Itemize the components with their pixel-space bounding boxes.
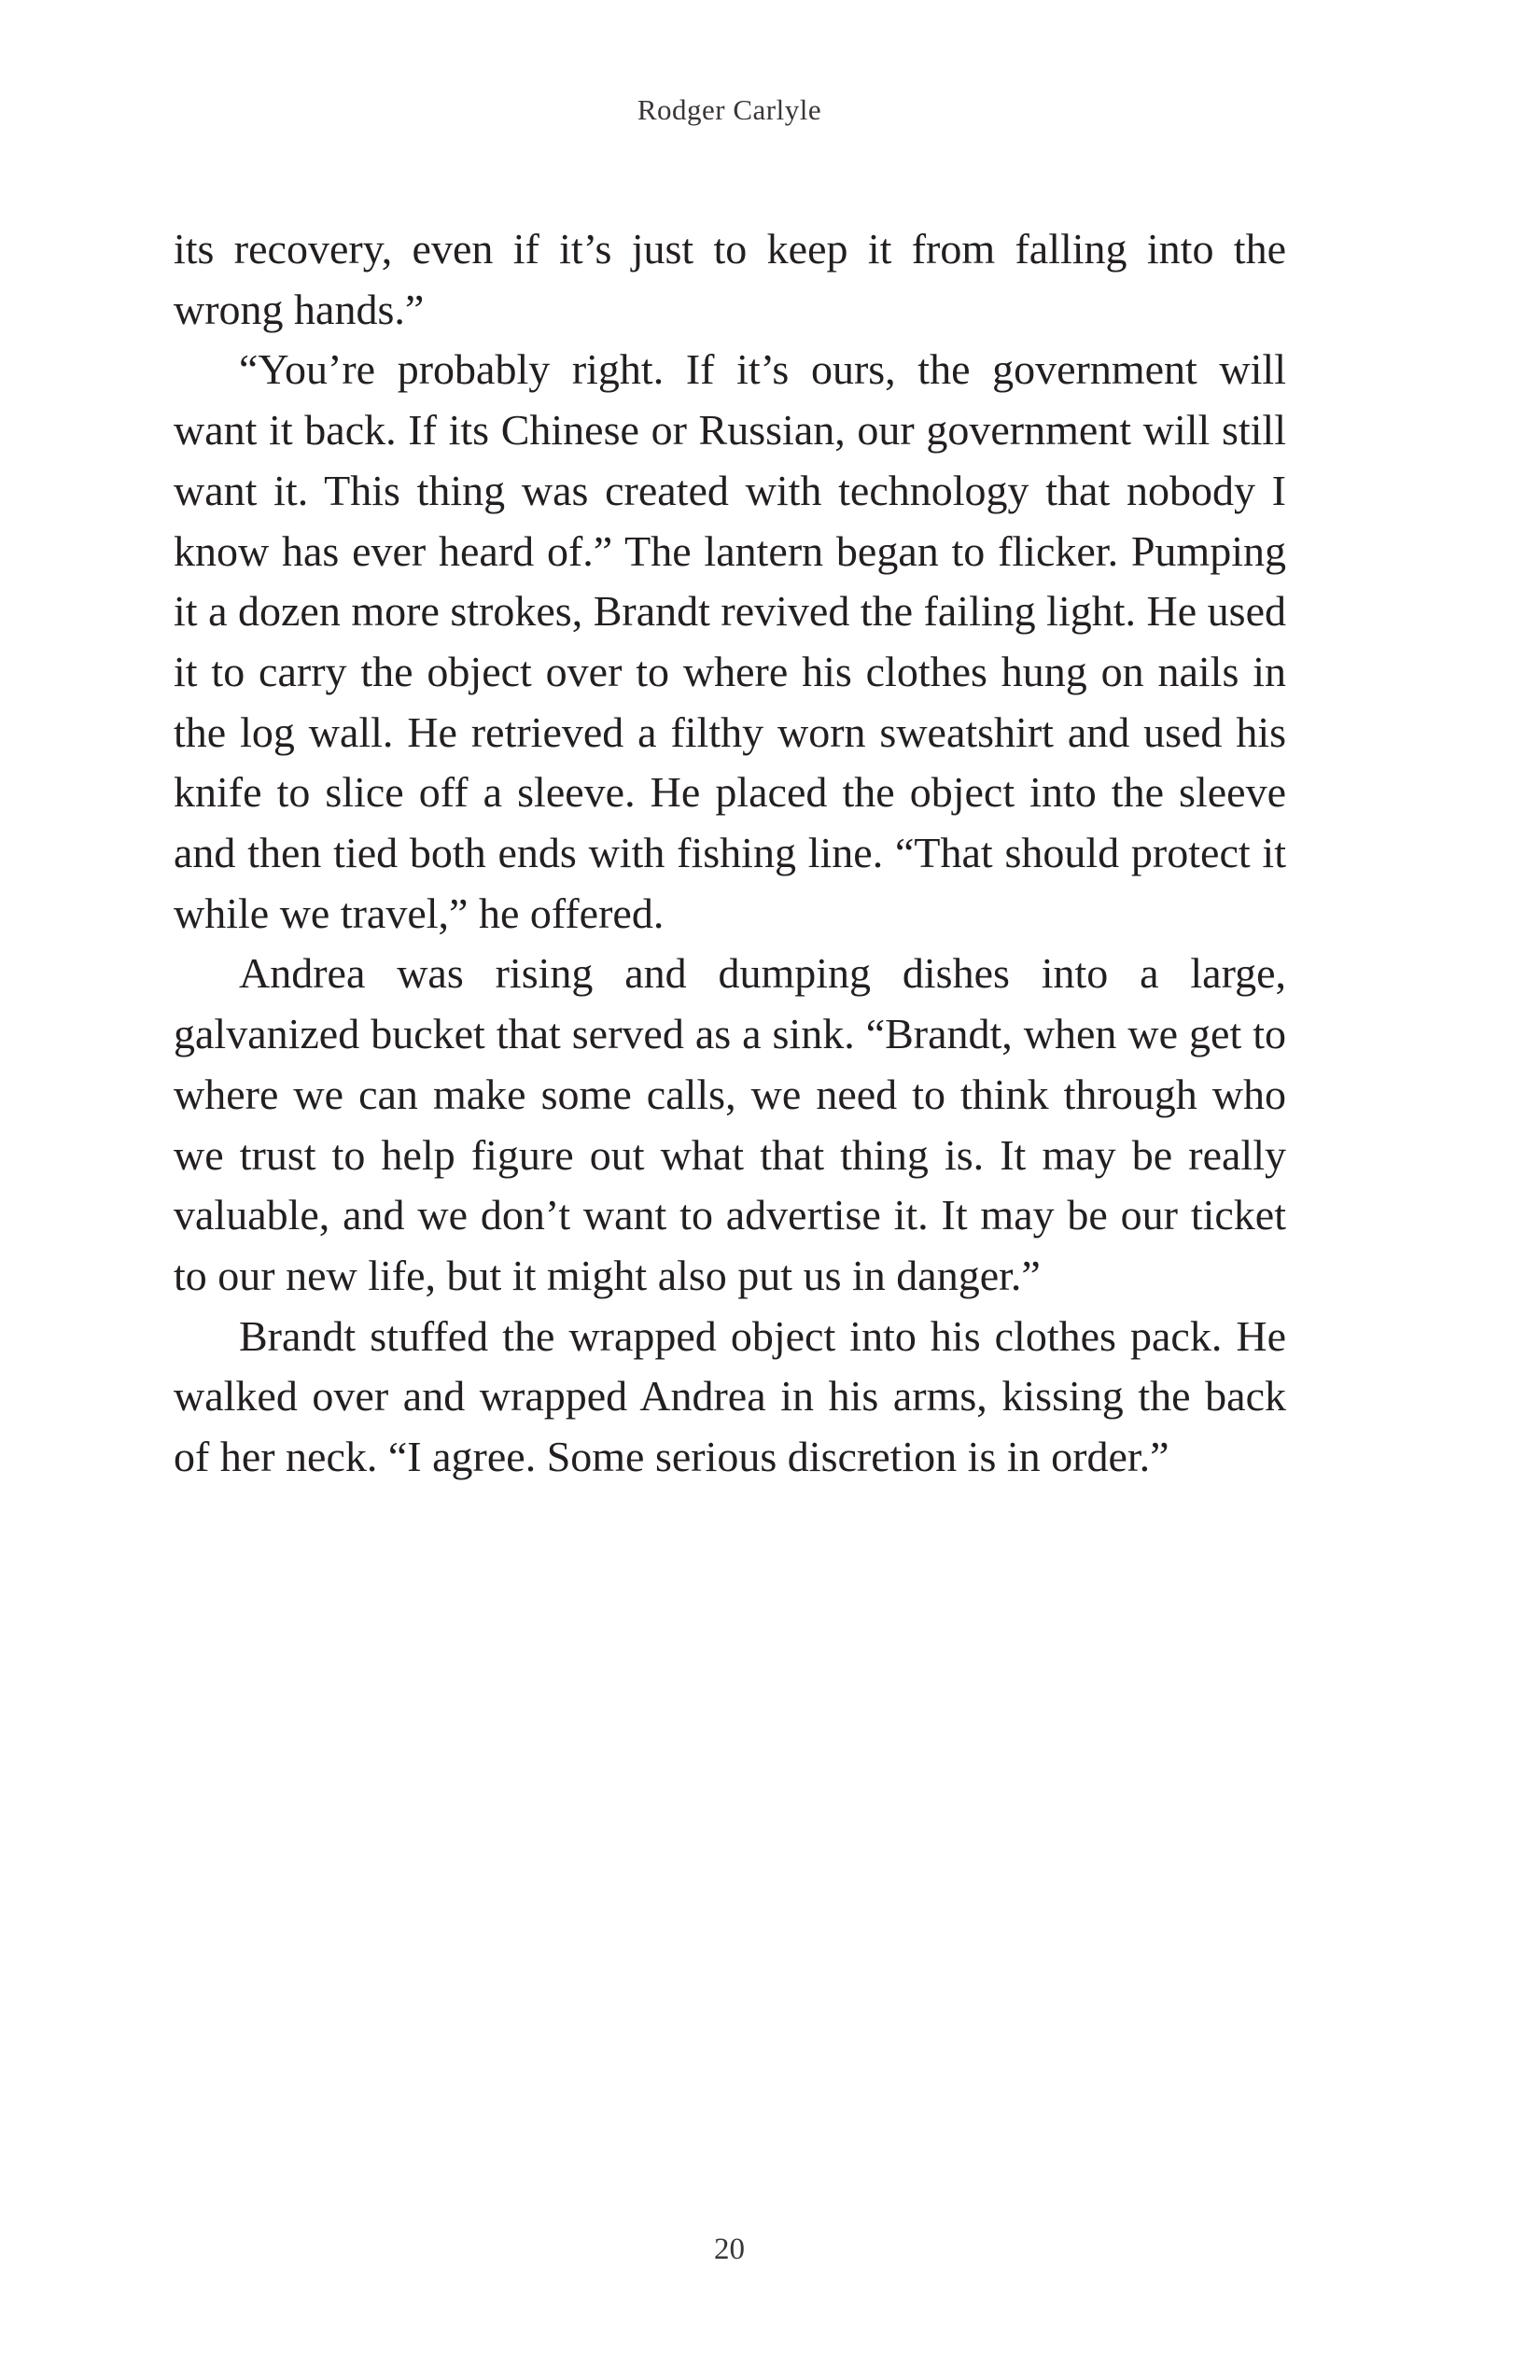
running-head: Rodger Carlyle xyxy=(637,93,822,126)
paragraph: Brandt stuffed the wrapped object into his clothes pack. He walked over and wrapped Andrea in his arms, kissing the back of her neck. “I agree. Some serious discretion is in order.” xyxy=(174,1311,1286,1481)
body-text xyxy=(174,219,1286,1488)
paragraph: “You’re probably right. If it’s ours, the government will want it back. If its Chinese or Russian, our government will still want it. This thing was created with technology that nobody I know has ever heard of.” The lantern began to flicker. Pumping it a dozen more strokes, Brandt revived the failing light. He used it to carry the object over to where his clothes hung on nails in the log wall. He retrieved a filthy worn sweatshirt and used his knife to slice off a sleeve. He placed the object into the sleeve and then tied both ends with fishing line. “That should protect it while we travel,” he offered. xyxy=(174,345,1286,937)
paragraph: Andrea was rising and dumping dishes into a large, galvanized bucket that served as a sink. “Brandt, when we get to where we can make some calls, we need to think through who we trust to help figure out what that thing is. It may be really valuable, and we don’t want to advertise it. It may be our ticket to our new life, but it might also put us in danger.” xyxy=(174,949,1286,1299)
paragraph-continued: its recovery, even if it’s just to keep it from falling into the wrong hands.” xyxy=(174,225,1286,333)
page-number: 20 xyxy=(714,2233,745,2266)
